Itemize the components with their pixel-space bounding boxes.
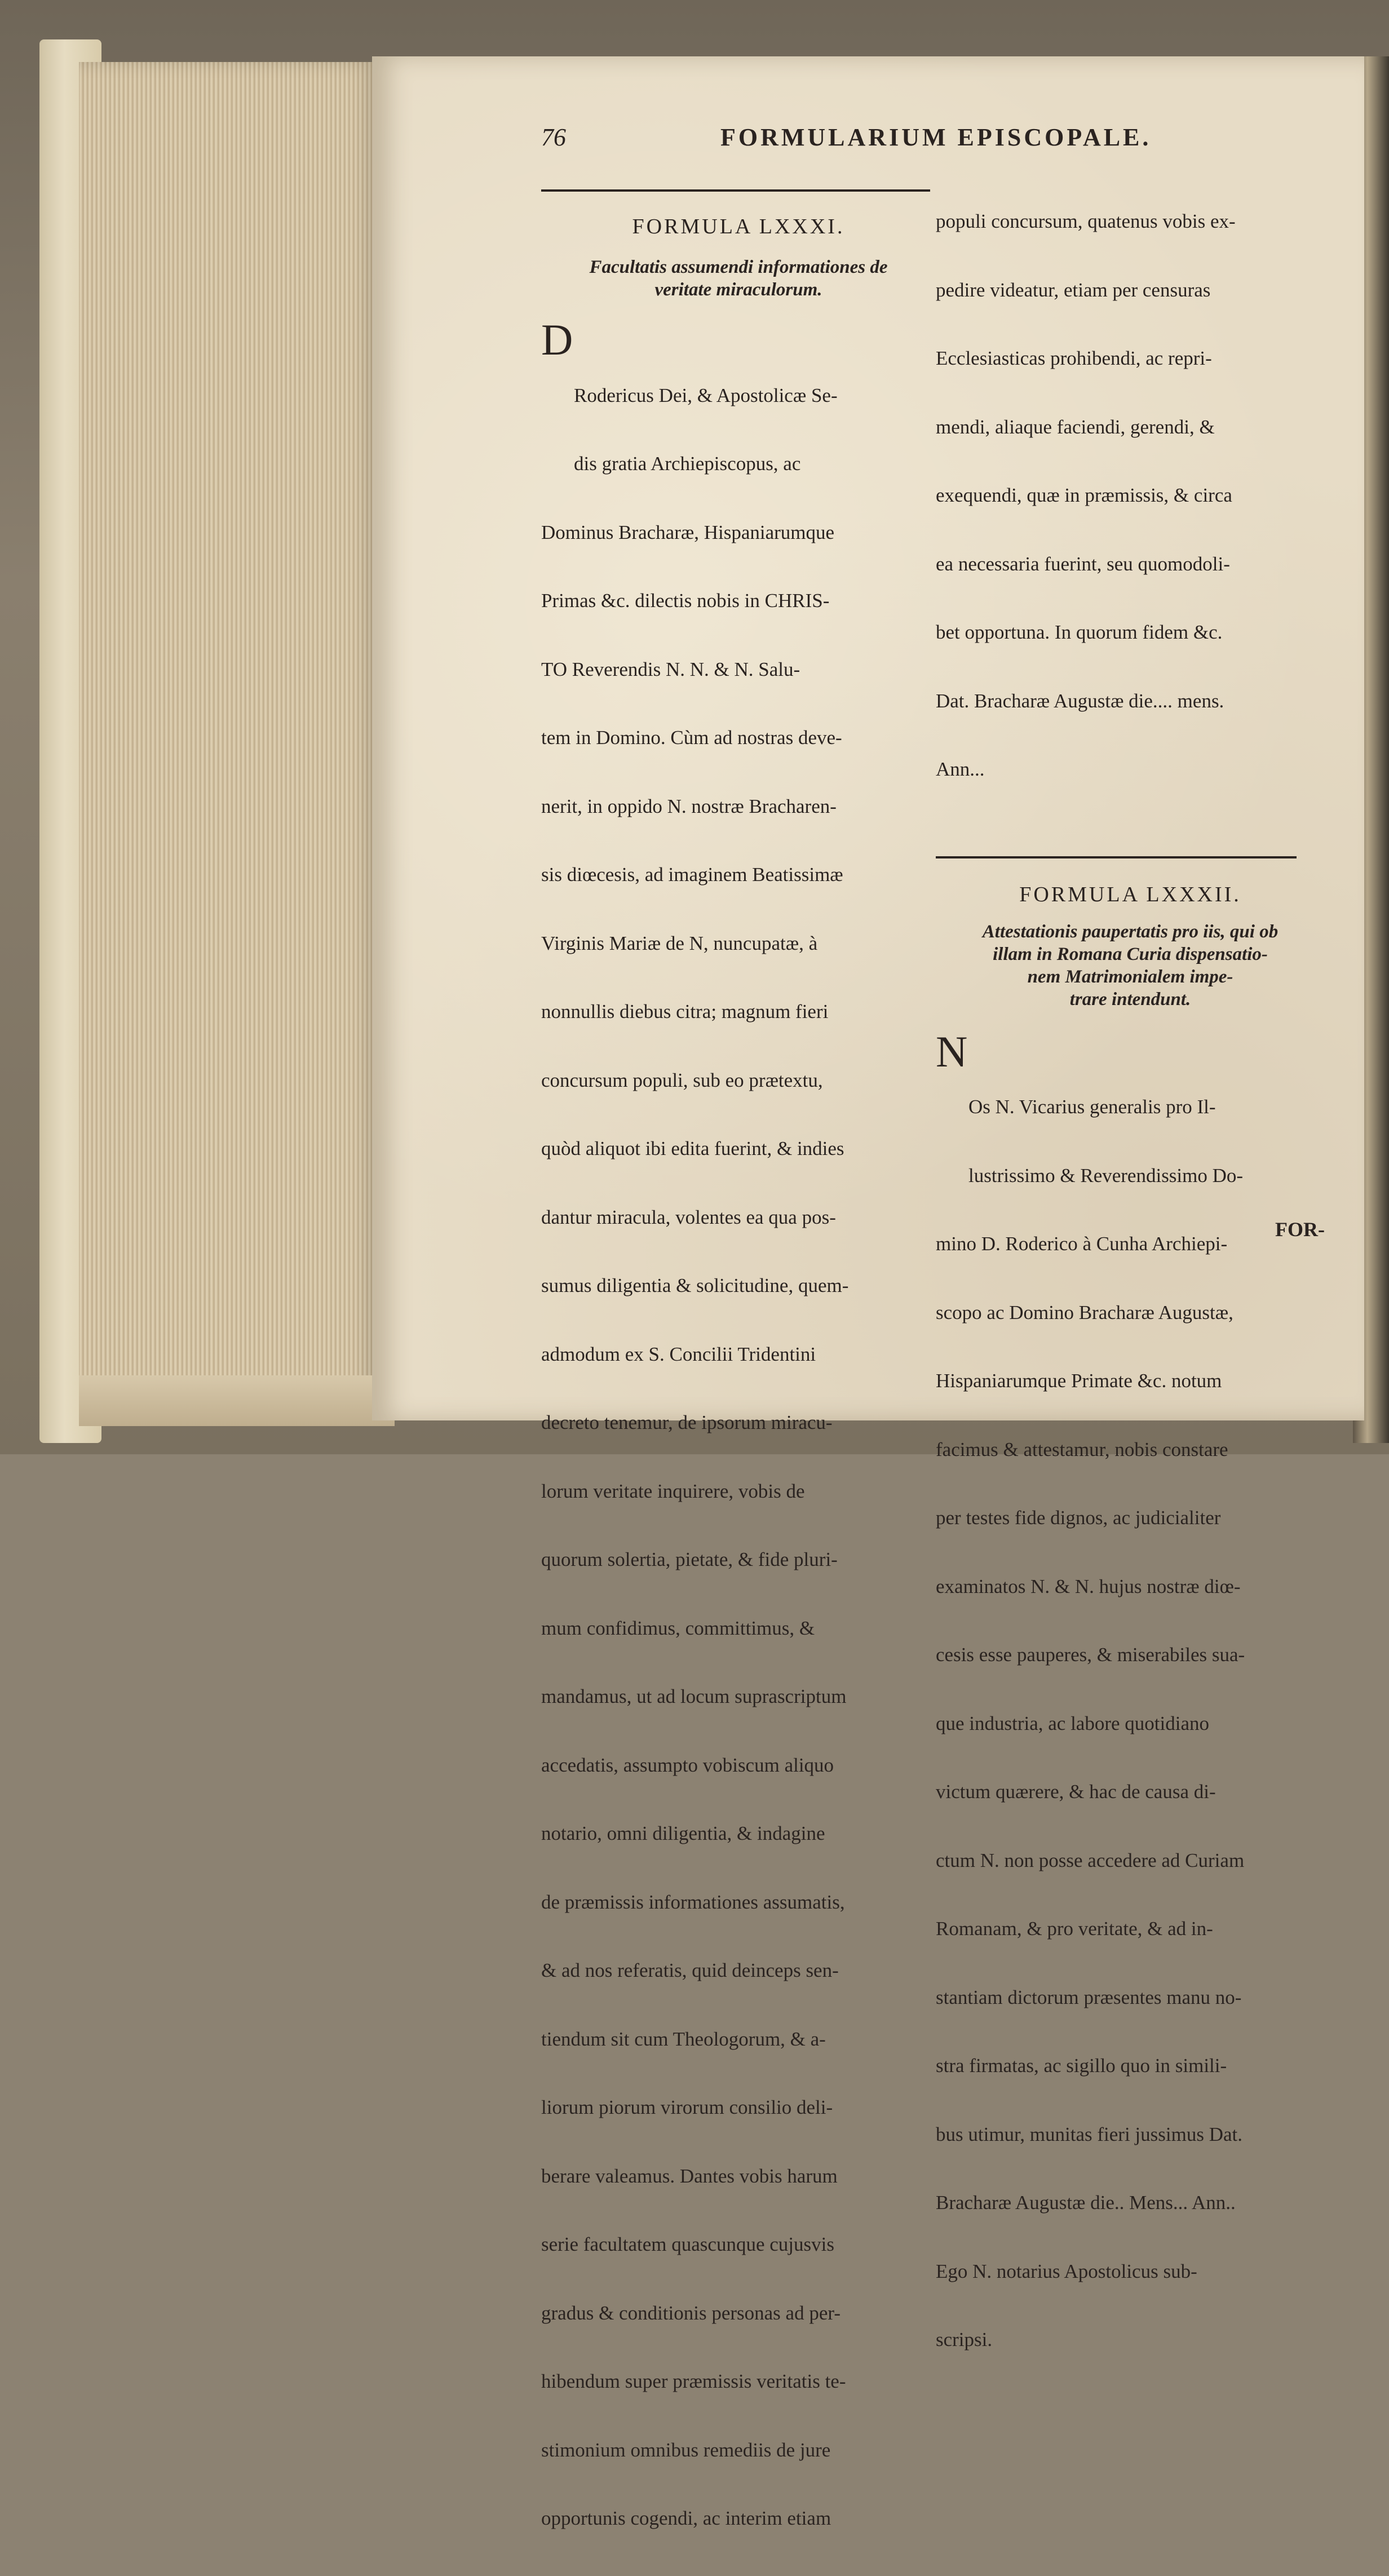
text-line: lustrissimo & Reverendissimo Do- <box>968 1164 1244 1187</box>
text-line: Ego N. notarius Apostolicus sub- <box>936 2260 1197 2282</box>
text-line: Os N. Vicarius generalis pro Il- <box>968 1096 1216 1118</box>
text-line: populi concursum, quatenus vobis ex- <box>936 210 1236 232</box>
text-line: stra firmatas, ac sigillo quo in simili- <box>936 2055 1227 2077</box>
right-column <box>936 165 1325 2397</box>
text-line: bus utimur, munitas fieri jussimus Dat. <box>936 2123 1242 2145</box>
text-line: mino D. Roderico à Cunha Archiepi- <box>936 1233 1228 1255</box>
text-line: scopo ac Domino Bracharæ Augustæ, <box>936 1301 1233 1324</box>
text-line: stantiam dictorum præsentes manu no- <box>936 1986 1242 2008</box>
text-line: quorum solertia, pietate, & fide pluri- <box>541 1548 838 1570</box>
text-line: hibendum super præmissis veritatis te- <box>541 2370 846 2392</box>
formula-subtitle <box>541 256 936 301</box>
page-number: 76 <box>541 123 566 151</box>
text-line: gradus & conditionis personas ad per- <box>541 2301 841 2324</box>
subtitle-line: nem Matrimonialem impe- <box>1027 966 1233 987</box>
text-line: Dominus Bracharæ, Hispaniarumque <box>541 521 835 543</box>
formula-subtitle <box>936 920 1325 1011</box>
text-line: concursum populi, sub eo prætextu, <box>541 1069 823 1091</box>
text-line: mendi, aliaque faciendi, gerendi, & <box>936 415 1215 438</box>
text-line: ea necessaria fuerint, seu quomodoli- <box>936 552 1230 575</box>
drop-cap: N <box>936 1026 968 1076</box>
page-header <box>541 123 1184 157</box>
formula-text <box>541 316 936 2576</box>
text-line: Rodericus Dei, & Apostolicæ Se- <box>574 384 838 406</box>
text-line: Dat. Bracharæ Augustæ die.... mens. <box>936 689 1224 712</box>
text-line: de præmissis informationes assumatis, <box>541 1891 845 1913</box>
text-line: exequendi, quæ in præmissis, & circa <box>936 484 1232 506</box>
text-line: serie facultatem quascunque cujusvis <box>541 2233 834 2255</box>
text-line: dis gratia Archiepiscopus, ac <box>574 453 801 475</box>
text-line: Hispaniarumque Primate &c. notum <box>936 1370 1222 1392</box>
text-line: Romanam, & pro veritate, & ad in- <box>936 1918 1213 1940</box>
text-line: victum quærere, & hac de causa di- <box>936 1781 1216 1803</box>
text-line: nerit, in oppido N. nostræ Bracharen- <box>541 795 837 817</box>
text-line: que industria, ac labore quotidiano <box>936 1712 1209 1734</box>
text-line: Ann... <box>936 758 985 780</box>
text-line: opportunis cogendi, ac interim etiam <box>541 2507 831 2529</box>
subtitle-line: Attestationis paupertatis pro iis, qui ob <box>982 921 1279 942</box>
text-line: tem in Domino. Cùm ad nostras deve- <box>541 727 842 749</box>
running-title: FORMULARIUM EPISCOPALE. <box>720 123 1152 151</box>
subtitle-line: trare intendunt. <box>1069 989 1191 1010</box>
text-line: Virginis Mariæ de N, nuncupatæ, à <box>541 932 818 954</box>
formula-text <box>936 1028 1325 2397</box>
text-line: ctum N. non posse accedere ad Curiam <box>936 1849 1245 1871</box>
text-line: facimus & attestamur, nobis constare <box>936 1438 1228 1460</box>
text-line: sumus diligentia & solicitudine, quem- <box>541 1274 849 1296</box>
text-line: admodum ex S. Concilii Tridentini <box>541 1343 816 1365</box>
text-line: TO Reverendis N. N. & N. Salu- <box>541 658 800 680</box>
text-line: berare valeamus. Dantes vobis harum <box>541 2165 838 2187</box>
text-line: decreto tenemur, de ipsorum miracu- <box>541 1411 833 1433</box>
text-line: accedatis, assumpto vobiscum aliquo <box>541 1754 834 1776</box>
drop-cap: D <box>541 315 573 364</box>
text-line: pedire videatur, etiam per censuras <box>936 278 1211 301</box>
left-column <box>541 169 936 2576</box>
text-line: Ecclesiasticas prohibendi, ac repri- <box>936 347 1212 369</box>
text-line: liorum piorum virorum consilio deli- <box>541 2096 833 2118</box>
text-line: mandamus, ut ad locum suprascriptum <box>541 1685 847 1707</box>
text-line: lorum veritate inquirere, vobis de <box>541 1480 805 1502</box>
text-line: Primas &c. dilectis nobis in CHRIS- <box>541 590 830 612</box>
section-rule <box>936 856 1297 858</box>
text-line: tiendum sit cum Theologorum, & a- <box>541 2028 826 2050</box>
text-line: Bracharæ Augustæ die.. Mens... Ann.. <box>936 2192 1236 2214</box>
continuation-text <box>936 165 1325 827</box>
text-line: scripsi. <box>936 2329 993 2351</box>
text-line: examinatos N. & N. hujus nostræ diœ- <box>936 1575 1241 1597</box>
text-line: dantur miracula, volentes ea qua pos- <box>541 1206 836 1228</box>
section-rule <box>541 189 930 192</box>
catchword: FOR- <box>1275 1218 1325 1241</box>
text-line: sis diœcesis, ad imaginem Beatissimæ <box>541 864 843 886</box>
text-line: nonnullis diebus citra; magnum fieri <box>541 1001 829 1023</box>
page-block-edges <box>79 62 378 1398</box>
text-line: notario, omni diligentia, & indagine <box>541 1822 825 1844</box>
text-line: mum confidimus, committimus, & <box>541 1617 815 1639</box>
subtitle-line: illam in Romana Curia dispensatio- <box>993 944 1268 964</box>
text-line: cesis esse pauperes, & miserabiles sua- <box>936 1644 1245 1666</box>
subtitle-line: Facultatis assumendi informationes de <box>589 257 888 277</box>
page-block-bottom <box>79 1375 395 1426</box>
text-line: per testes fide dignos, ac judicialiter <box>936 1507 1221 1529</box>
formula-title: FORMULA LXXXII. <box>1019 882 1241 906</box>
text-line: quòd aliquot ibi edita fuerint, & indies <box>541 1137 844 1159</box>
text-line: stimonium omnibus remediis de jure <box>541 2438 831 2461</box>
text-line: & ad nos referatis, quid deinceps sen- <box>541 1959 839 1981</box>
subtitle-line: veritate miraculorum. <box>654 280 822 300</box>
formula-title: FORMULA LXXXI. <box>632 215 845 238</box>
text-line: bet opportuna. In quorum fidem &c. <box>936 621 1223 643</box>
